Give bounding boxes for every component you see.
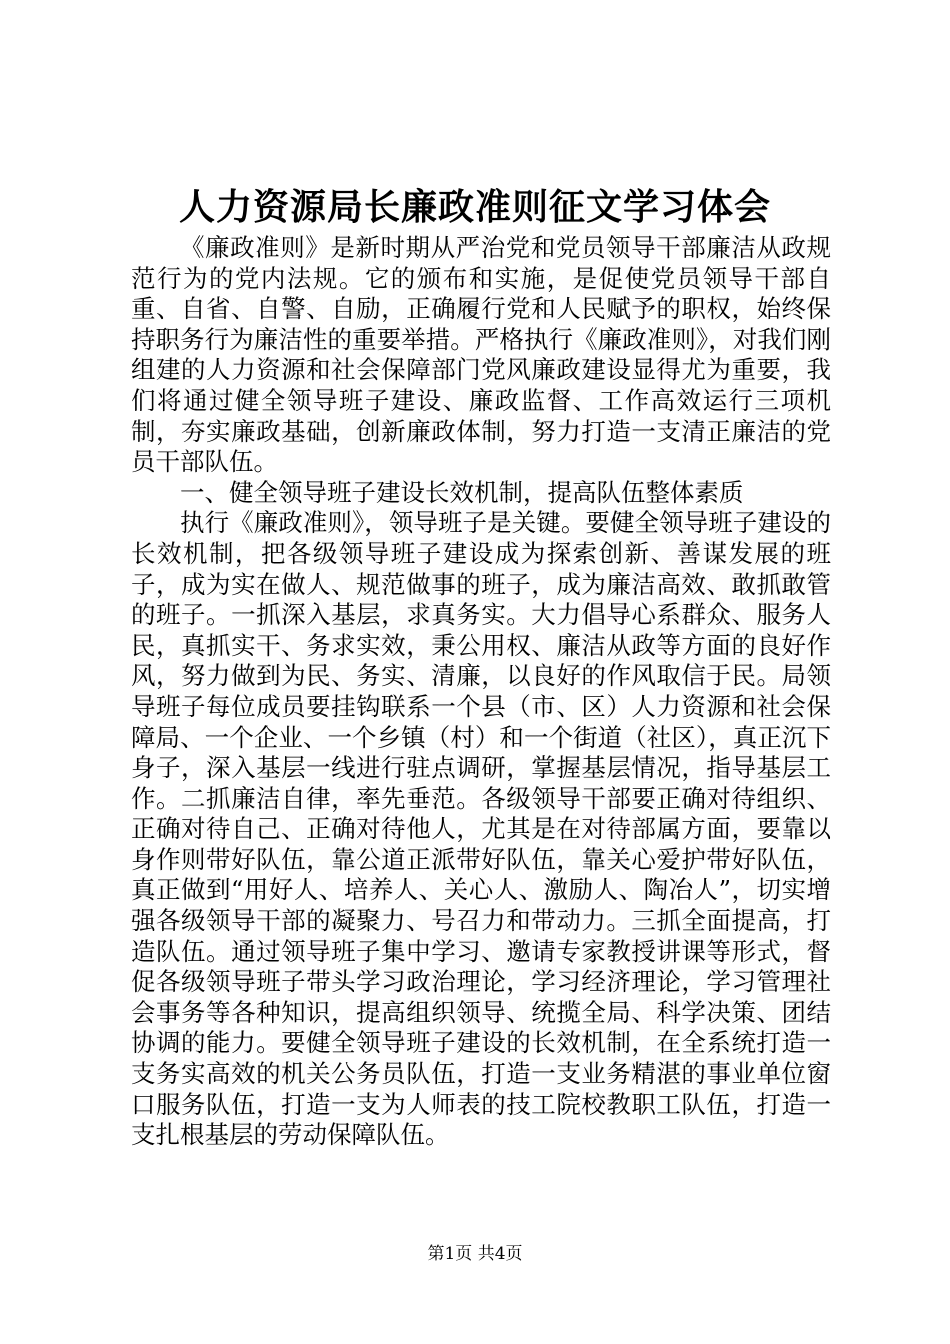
page-number: 第1页: [427, 1244, 473, 1264]
document-title: 人力资源局长廉政准则征文学习体会: [178, 186, 771, 228]
section-paragraph-1: 执行《廉政准则》，领导班子是关键。要健全领导班子建设的长效机制，把各级领导班子建设成为探索创新、善谋发展的班子，成为实在做人、规范做事的班子，成为廉洁高效、敢抓敢管的班子。一抓深入基层，求真务实。大力倡导心系群众、服务人民，真抓实干、务求实效，秉公用权、廉洁从政等方面的良好作风，努力做到为民、务实、清廉，以良好的作风取信于民。局领导班子每位成员要挂钩联系一个县（市、区）人力资源和社会保障局、一个企业、一个乡镇（村）和一个街道（社区），真正沉下身子，深入基层一线进行驻点调研，掌握基层情况，指导基层工作。二抓廉洁自律，率先垂范。各级领导干部要正确对待组织、正确对待自己、正确对待他人，尤其是在对待部属方面，要靠以身作则带好队伍，靠公道正派带好队伍，靠关心爱护带好队伍，真正做到“用好人、培养人、关心人、激励人、陶冶人”，切实增强各级领导干部的凝聚力、号召力和带动力。三抓全面提高，打造队伍。通过领导班子集中学习、邀请专家教授讲课等形式，督促各级领导班子带头学习政治理论，学习经济理论，学习管理社会事务等各种知识，提高组织领导、统揽全局、科学决策、团结协调的能力。要健全领导班子建设的长效机制，在全系统打造一支务实高效的机关公务员队伍，打造一支业务精湛的事业单位窗口服务队伍，打造一支为人师表的技工院校教职工队伍，打造一支扎根基层的劳动保障队伍。: [131, 508, 831, 1150]
page-total: 共4页: [477, 1244, 523, 1264]
page-footer: [0, 1242, 950, 1266]
document-body: [131, 233, 831, 1151]
section-heading-1: 一、健全领导班子建设长效机制，提高队伍整体素质: [180, 477, 744, 507]
intro-paragraph: 《廉政准则》是新时期从严治党和党员领导干部廉洁从政规范行为的党内法规。它的颁布和实施，是促使党员领导干部自重、自省、自警、自励，正确履行党和人民赋予的职权，始终保持职务行为廉洁性的重要举措。严格执行《廉政准则》，对我们刚组建的人力资源和社会保障部门党风廉政建设显得尤为重要，我们将通过健全领导班子建设、廉政监督、工作高效运行三项机制，夯实廉政基础，创新廉政体制，努力打造一支清正廉洁的党员干部队伍。: [131, 233, 831, 477]
